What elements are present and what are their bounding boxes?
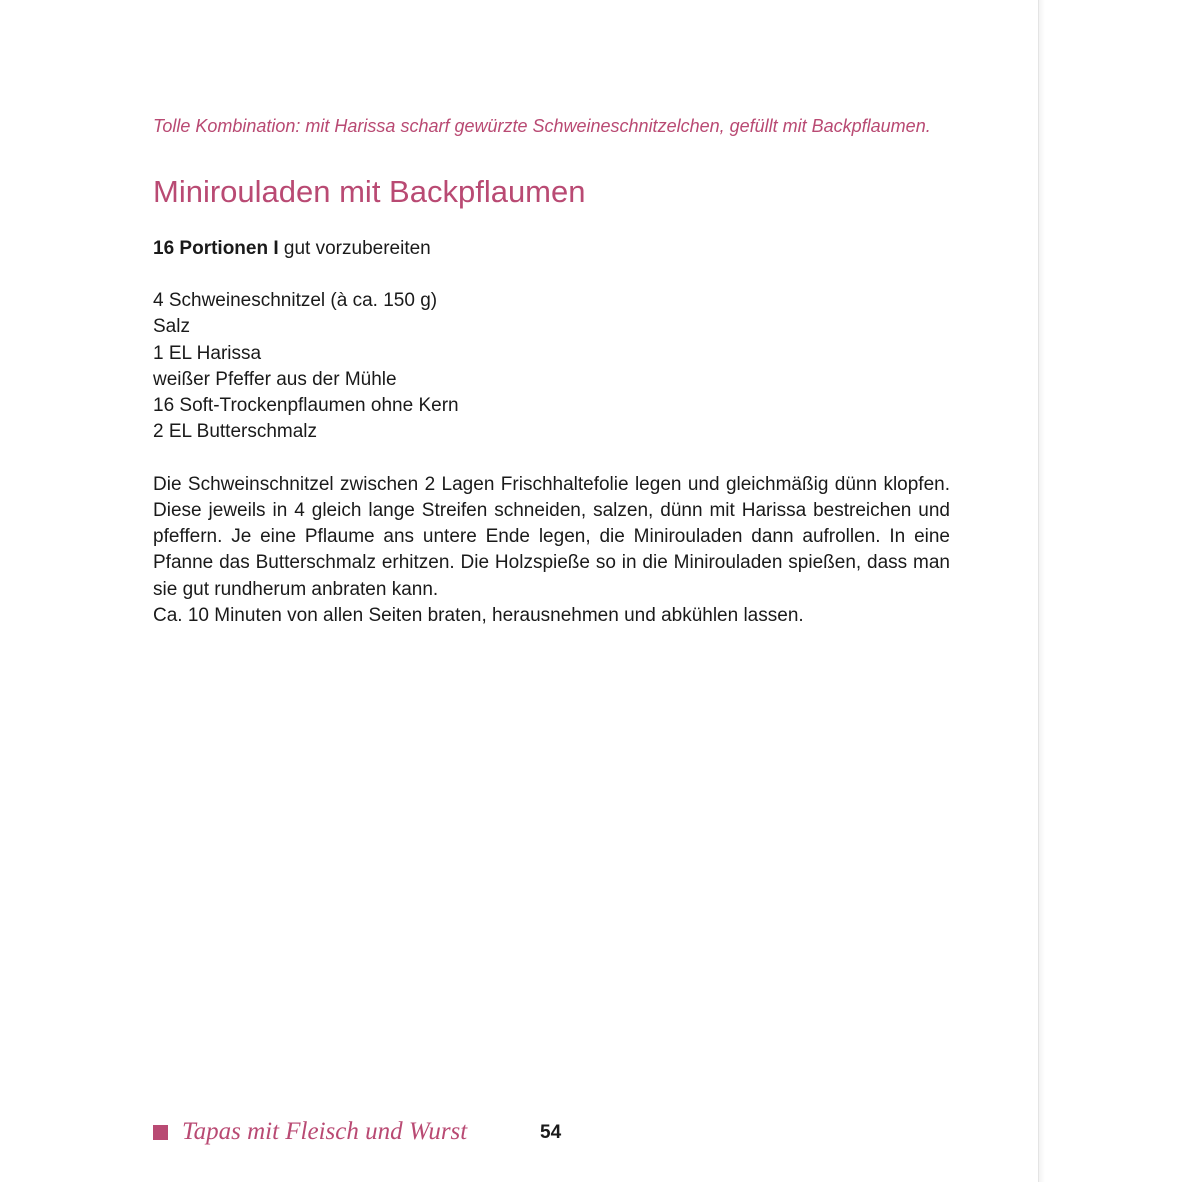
- ingredient-list: [153, 288, 950, 446]
- page-number: 54: [540, 1122, 562, 1143]
- page-edge: [1038, 0, 1039, 1182]
- ingredient-item: weißer Pfeffer aus der Mühle: [153, 368, 397, 390]
- method-paragraph: Ca. 10 Minuten von allen Seiten braten, herausnehmen und abkühlen lassen.: [153, 604, 804, 626]
- method-text: [153, 472, 950, 629]
- servings-line: [153, 236, 950, 262]
- recipe-intro: Tolle Kombination: mit Harissa scharf gewürzte Schweineschnitzelchen, gefüllt mit Backpflaumen.: [153, 116, 931, 136]
- recipe-content: [153, 112, 950, 629]
- ingredient-item: 16 Soft-Trockenpflaumen ohne Kern: [153, 395, 459, 417]
- chapter-title: Tapas mit Fleisch und Wurst: [182, 1118, 468, 1145]
- recipe-title: Minirouladen mit Backpflaumen: [153, 174, 586, 209]
- page-edge-shadow: [1039, 0, 1182, 1182]
- servings-count: 16 Portionen I: [153, 238, 279, 259]
- method-paragraph: Die Schweinschnitzel zwischen 2 Lagen Frischhaltefolie legen und gleichmäßig dünn klopfen. Diese jeweils in 4 gleich lange Streifen schneiden, salzen, dünn mit Harissa bestreichen und pfeffern. Je eine Pflaume ans untere Ende legen, die Minirouladen dann aufrollen. In eine Pfanne das Butterschmalz erhitzen. Die Holzspieße so in die Minirouladen spießen, dass man sie gut rundherum anbraten kann.: [153, 473, 950, 600]
- ingredient-item: 1 EL Harissa: [153, 342, 262, 364]
- page-footer: [153, 1114, 467, 1150]
- ingredient-item: Salz: [153, 316, 190, 338]
- ingredient-item: 4 Schweineschnitzel (à ca. 150 g): [153, 290, 438, 311]
- chapter-marker-icon: [153, 1125, 168, 1140]
- servings-note: gut vorzubereiten: [278, 238, 431, 259]
- ingredient-item: 2 EL Butterschmalz: [153, 421, 318, 443]
